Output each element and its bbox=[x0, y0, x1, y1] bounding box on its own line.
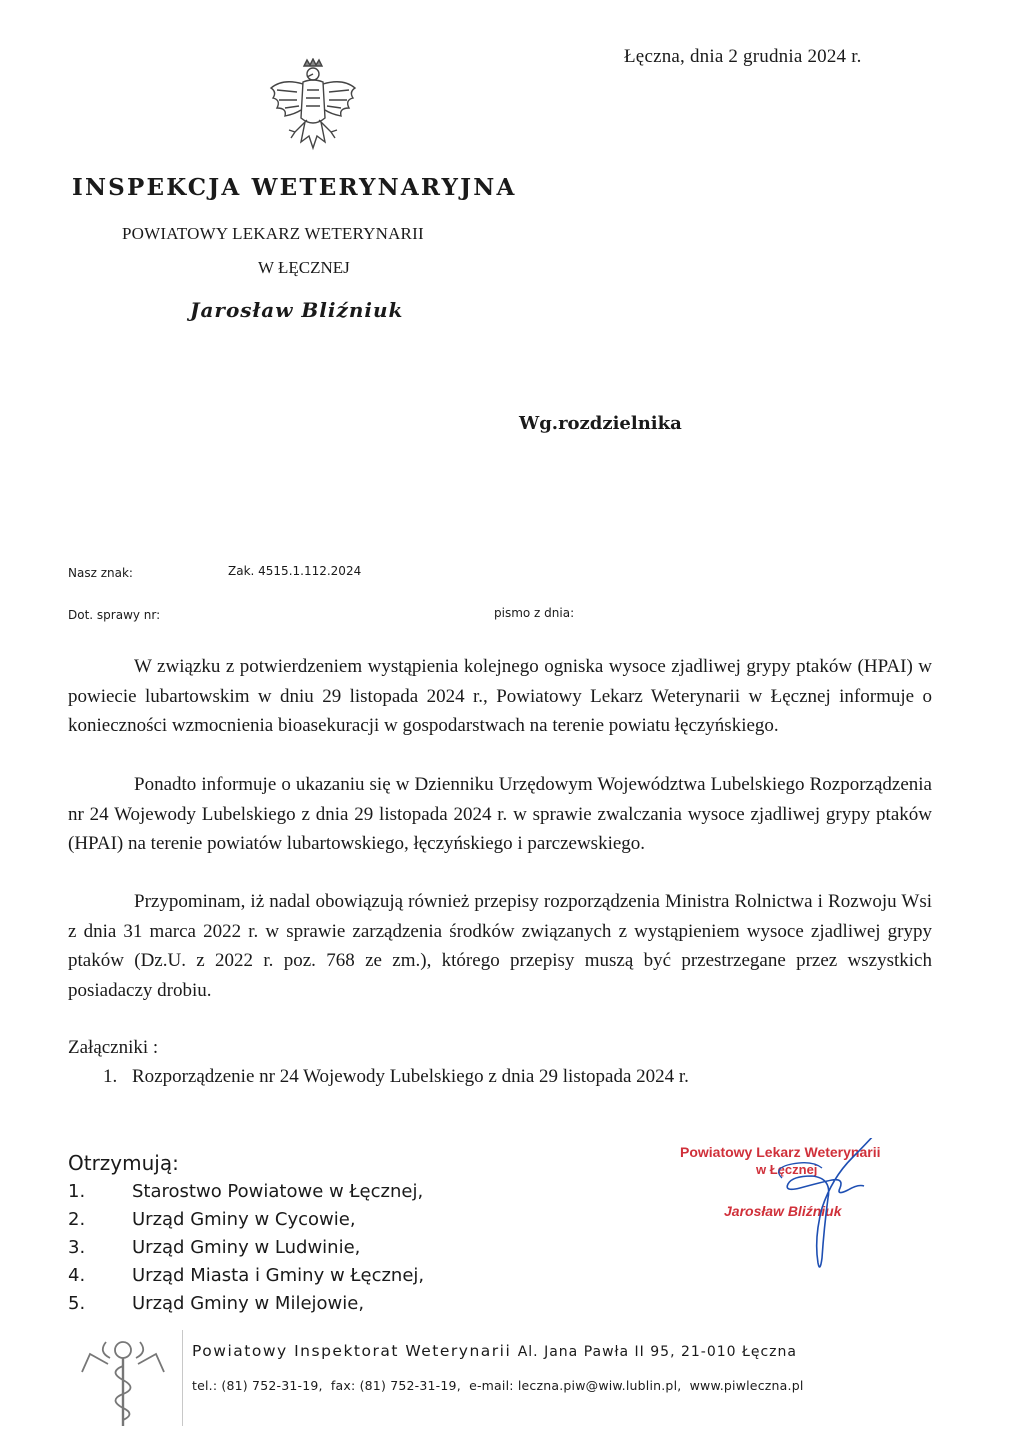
attachment-text: Rozporządzenie nr 24 Wojewody Lubelskiego z dnia 29 listopada 2024 r. bbox=[132, 1066, 689, 1087]
footer-address: Al. Jana Pawła II 95, 21-010 Łęczna bbox=[517, 1344, 797, 1360]
recipient-item bbox=[68, 1209, 356, 1230]
case-number-label: Dot. sprawy nr: bbox=[68, 608, 161, 622]
footer-website[interactable]: www.piwleczna.pl bbox=[689, 1378, 804, 1393]
recipient-text: Starostwo Powiatowe w Łęcznej, bbox=[132, 1181, 424, 1202]
recipient-item bbox=[68, 1265, 424, 1286]
recipient-number: 4. bbox=[68, 1265, 86, 1286]
official-stamp bbox=[672, 1138, 922, 1278]
footer-divider bbox=[182, 1330, 183, 1426]
recipient-item bbox=[68, 1237, 360, 1258]
letter-date: Łęczna, dnia 2 grudnia 2024 r. bbox=[624, 46, 862, 67]
our-ref-label: Nasz znak: bbox=[68, 566, 133, 580]
recipient-line: Wg.rozdzielnika bbox=[519, 413, 682, 434]
stamp-location: w Łęcznej bbox=[756, 1162, 818, 1177]
office-location: W ŁĘCZNEJ bbox=[258, 258, 350, 277]
recipient-item bbox=[68, 1181, 423, 1202]
recipient-text: Urząd Gminy w Ludwinie, bbox=[132, 1237, 361, 1258]
our-ref-value: Zak. 4515.1.112.2024 bbox=[228, 564, 362, 578]
body-paragraph-2: Ponadto informuje o ukazaniu się w Dzienniku Urzędowym Województwa Lubelskiego Rozporządzenia nr 24 Wojewody Lubelskiego z dnia 29 listopada 2024 r. w sprawie zwalczania wysoce zjadliwej grypy ptaków (HPAI) na terenie powiatów lubartowskiego, łęczyńskiego i parczewskiego. bbox=[68, 774, 932, 854]
footer-email[interactable]: e-mail: leczna.piw@wiw.lublin.pl, bbox=[469, 1378, 682, 1393]
recipient-text: Urząd Gminy w Cycowie, bbox=[132, 1209, 356, 1230]
footer-contact bbox=[192, 1378, 808, 1393]
agency-name: INSPEKCJA WETERYNARYJNA bbox=[72, 174, 517, 201]
attachment-number: 1. bbox=[103, 1066, 118, 1087]
body-paragraph-1: W związku z potwierdzeniem wystąpienia kolejnego ogniska wysoce zjadliwej grypy ptaków (HPAI) w powiecie lubartowskim w dniu 29 listopada 2024 r., Powiatowy Lekarz Weterynarii w Łęcznej informuje o konieczności wzmocnienia bioasekuracji w gospodarstwach na terenie powiatu łęczyńskiego. bbox=[68, 656, 932, 736]
stamp-title: Powiatowy Lekarz Weterynarii bbox=[680, 1144, 881, 1160]
stamp-name: Jarosław Bliźniuk bbox=[724, 1203, 842, 1219]
footer-organization bbox=[192, 1342, 797, 1360]
attachment-item bbox=[103, 1066, 689, 1088]
recipient-item bbox=[68, 1293, 364, 1314]
recipient-number: 5. bbox=[68, 1293, 86, 1314]
handwritten-signature bbox=[672, 1138, 922, 1278]
recipient-text: Urząd Miasta i Gminy w Łęcznej, bbox=[132, 1265, 425, 1286]
officer-name: Jarosław Bliźniuk bbox=[190, 298, 404, 322]
recipients-label: Otrzymują: bbox=[68, 1151, 179, 1175]
recipient-number: 2. bbox=[68, 1209, 86, 1230]
recipient-text: Urząd Gminy w Milejowie, bbox=[132, 1293, 365, 1314]
footer-fax: fax: (81) 752-31-19, bbox=[330, 1378, 461, 1393]
footer-org-name: Powiatowy Inspektorat Weterynarii bbox=[192, 1342, 512, 1360]
footer-phone: tel.: (81) 752-31-19, bbox=[192, 1378, 323, 1393]
recipient-number: 3. bbox=[68, 1237, 86, 1258]
polish-eagle-emblem-icon bbox=[263, 58, 363, 168]
recipient-number: 1. bbox=[68, 1181, 86, 1202]
attachments-label: Załączniki : bbox=[68, 1037, 159, 1058]
office-title: POWIATOWY LEKARZ WETERYNARII bbox=[122, 224, 424, 243]
veterinary-caduceus-logo-icon bbox=[68, 1332, 178, 1432]
body-paragraph-3: Przypominam, iż nadal obowiązują również przepisy rozporządzenia Ministra Rolnictwa i Rozwoju Wsi z dnia 31 marca 2022 r. w sprawie zarządzenia środków związanych z wystąpieniem wysoce zjadliwej grypy ptaków (Dz.U. z 2022 r. poz. 768 ze zm.), którego przepisy muszą być przestrzegane przez wszystkich posiadaczy drobiu. bbox=[68, 891, 932, 1001]
letter-date-label: pismo z dnia: bbox=[494, 606, 575, 620]
